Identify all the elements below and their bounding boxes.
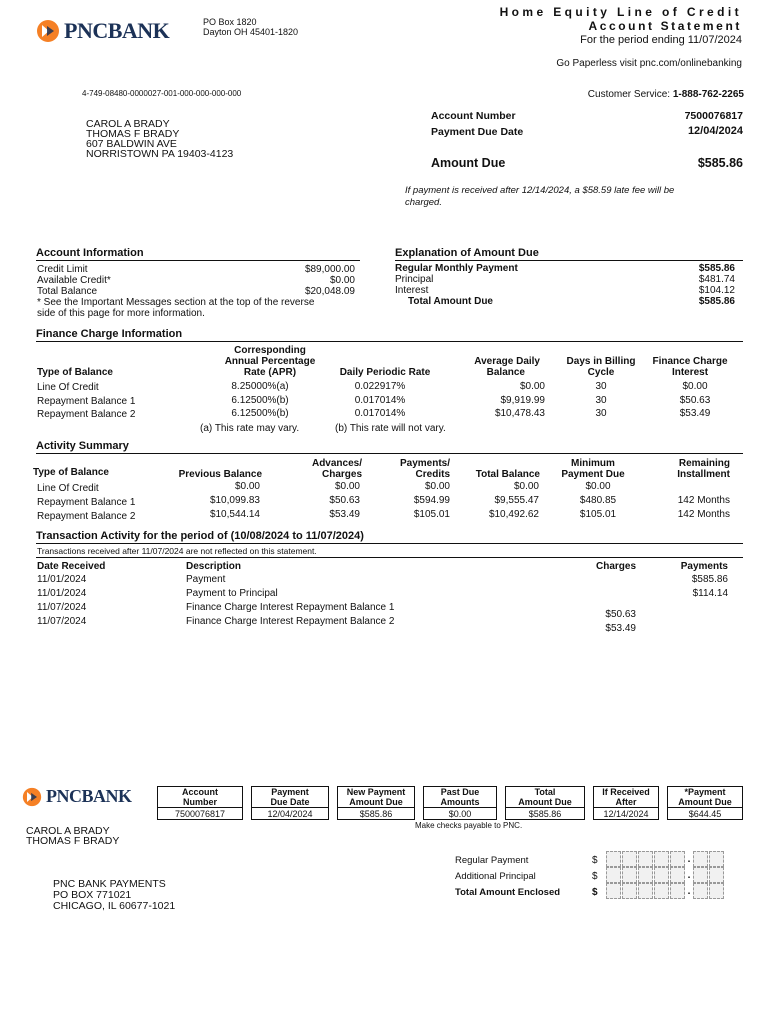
stub-value: $585.86: [338, 808, 415, 820]
stub-header: [158, 787, 243, 808]
transaction-payments: $114.14: [692, 588, 728, 599]
amount-digit-box[interactable]: [654, 851, 669, 867]
apr-header: Annual Percentage: [224, 356, 316, 367]
account-info-label: Available Credit*: [37, 275, 111, 286]
finance-apr: 8.25000%(a): [231, 381, 289, 392]
stub-bank-name: PNCBANK: [46, 786, 132, 806]
activity-total: $10,492.62: [488, 509, 539, 520]
explanation-total-row: [395, 296, 735, 307]
decimal-point: .: [687, 886, 691, 897]
activity-advances: $53.49: [329, 509, 360, 520]
stub-header: [594, 787, 659, 808]
due-date: 12/04/2024: [687, 125, 743, 137]
stub-header: [424, 787, 497, 808]
account-info-row: [37, 286, 355, 297]
activity-type: Line Of Credit: [37, 483, 99, 494]
transaction-date: 11/01/2024: [37, 588, 87, 599]
stub-value: 7500076817: [158, 808, 243, 820]
activity-total: $0.00: [513, 481, 539, 492]
statement-title-line2: Account Statement: [588, 19, 742, 33]
activity-advances: $50.63: [329, 495, 360, 506]
stub-value: $0.00: [424, 808, 497, 820]
finance-apr: 6.12500%(b): [231, 408, 289, 419]
stub-gap: [497, 808, 506, 820]
dpr-header: Daily Periodic Rate: [339, 367, 431, 378]
stub-header-line2: Due Date: [270, 797, 310, 807]
stub-header: [338, 787, 415, 808]
account-info-label: Credit Limit: [37, 264, 88, 275]
activity-advances: $0.00: [334, 481, 360, 492]
stub-header-line2: Amounts: [440, 797, 480, 807]
account-info-note: side of this page for more information.: [37, 308, 205, 319]
stub-customer-names: CAROL A BRADY THOMAS F BRADY: [26, 825, 120, 847]
stub-gap: [243, 787, 252, 808]
amount-digit-box[interactable]: [670, 867, 685, 883]
type-header: Type of Balance: [33, 467, 109, 478]
stub-gap: [329, 787, 338, 808]
days-header: Days in Billing: [566, 356, 636, 367]
customer-service: Customer Service: 1-888-762-2265: [587, 89, 744, 100]
transaction-charges: $53.49: [605, 623, 636, 634]
account-info-value: $20,048.09: [304, 286, 355, 297]
advances-header: Advances/: [311, 458, 362, 469]
pnc-logo-icon: [36, 19, 60, 43]
finance-dpr: 0.022917%: [354, 381, 406, 392]
transaction-description: Finance Charge Interest Repayment Balance 2: [186, 616, 395, 627]
stub-header-line1: Total: [534, 787, 556, 797]
explanation-label: Principal: [395, 274, 434, 285]
account-info-row: [37, 275, 355, 286]
amount-due-label: Amount Due: [431, 156, 506, 170]
amount-digit-box[interactable]: [638, 867, 653, 883]
explanation-label: Regular Monthly Payment: [395, 263, 518, 274]
bank-name: PNCBANK: [64, 18, 170, 43]
transaction-description: Payment: [186, 574, 226, 585]
stub-gap: [585, 787, 594, 808]
pnc-logo: [36, 18, 169, 44]
account-info-value: $89,000.00: [304, 264, 355, 275]
stub-header-line1: If Received: [602, 787, 650, 797]
stub-header-line1: Past Due: [440, 787, 480, 797]
amount-entry-row: [606, 867, 725, 883]
stub-header-line1: New Payment: [346, 787, 406, 797]
amount-digit-box[interactable]: [606, 867, 621, 883]
payments-header: Credits: [415, 469, 450, 480]
statement-title-line1: Home Equity Line of Credit: [499, 5, 742, 19]
explanation-value: $481.74: [698, 274, 735, 285]
explanation-value: $585.86: [698, 263, 735, 274]
statement-period: For the period ending 11/07/2024: [580, 34, 742, 46]
amount-digit-box[interactable]: [709, 851, 724, 867]
amount-digit-box[interactable]: [638, 851, 653, 867]
stub-header-line2: Amount Due: [518, 797, 572, 807]
due-date-label: Payment Due Date: [431, 126, 524, 138]
payments-header: Payments/: [399, 458, 450, 469]
customer-service-phone: 1-888-762-2265: [672, 89, 744, 100]
amount-digit-box[interactable]: [622, 867, 637, 883]
advances-header: Charges: [321, 469, 362, 480]
transaction-payments: $585.86: [691, 574, 728, 585]
fci-header: Finance Charge: [652, 356, 728, 367]
stub-gap: [497, 787, 506, 808]
account-number-label: Account Number: [431, 110, 516, 122]
paperless-notice: Go Paperless visit pnc.com/onlinebanking: [556, 58, 742, 69]
account-info-title: Account Information: [36, 247, 360, 261]
finance-days: 30: [595, 395, 607, 406]
activity-prev: $10,544.14: [209, 509, 260, 520]
apr-header: Corresponding: [234, 345, 306, 356]
finance-apr: 6.12500%(b): [231, 395, 289, 406]
amount-digit-box[interactable]: [622, 883, 637, 899]
account-info-list: [37, 264, 355, 319]
description-header: Description: [186, 561, 242, 572]
stub-value: 12/04/2024: [252, 808, 329, 820]
activity-title: Activity Summary: [36, 440, 743, 454]
stub-header-line2: After: [615, 797, 637, 807]
activity-prev: $10,099.83: [209, 495, 260, 506]
stub-value: 12/14/2024: [594, 808, 659, 820]
currency-symbol: $: [592, 855, 598, 866]
days-header: Cycle: [587, 367, 615, 378]
late-fee-notice: If payment is received after 12/14/2024, a $58.59 late fee will be charged.: [405, 185, 675, 208]
stub-header: [252, 787, 329, 808]
amount-digit-box[interactable]: [709, 867, 724, 883]
finance-title: Finance Charge Information: [36, 328, 743, 342]
transaction-description: Payment to Principal: [186, 588, 278, 599]
explanation-total-value: $585.86: [698, 296, 735, 307]
charges-header: Charges: [595, 561, 636, 572]
transaction-date: 11/07/2024: [37, 602, 87, 613]
amount-digit-box[interactable]: [638, 883, 653, 899]
amount-digit-box[interactable]: [622, 851, 637, 867]
account-number: 7500076817: [684, 110, 743, 122]
stub-gap: [415, 787, 424, 808]
return-address: PO Box 1820 Dayton OH 45401-1820: [203, 17, 299, 37]
explanation-row: [395, 285, 735, 296]
amount-entry-row: [606, 851, 725, 867]
remaining-header: Remaining: [678, 458, 730, 469]
currency-symbol: $: [592, 887, 598, 898]
explanation-list: [395, 263, 735, 307]
finance-interest: $50.63: [679, 395, 711, 406]
activity-remaining: 142 Months: [677, 495, 730, 506]
amount-digit-box[interactable]: [693, 867, 708, 883]
remaining-header: Installment: [677, 469, 730, 480]
finance-interest: $53.49: [679, 408, 711, 419]
apr-header: Rate (APR): [243, 367, 297, 378]
fci-header: Interest: [671, 367, 709, 378]
account-info-label: Total Balance: [37, 286, 98, 297]
stub-header-line2: Amount Due: [678, 797, 732, 807]
activity-prev: $0.00: [234, 481, 260, 492]
activity-type: Repayment Balance 1: [37, 497, 136, 508]
amount-digit-box[interactable]: [709, 883, 724, 899]
amount-digit-box[interactable]: [654, 867, 669, 883]
stub-pnc-logo-icon: [22, 787, 42, 807]
type-header: Type of Balance: [37, 367, 113, 378]
finance-days: 30: [595, 381, 607, 392]
currency-symbol: $: [592, 871, 598, 882]
finance-type: Line Of Credit: [37, 382, 99, 393]
avg-header: Balance: [486, 367, 525, 378]
stub-header: [668, 787, 743, 808]
finance-days: 30: [595, 408, 607, 419]
activity-min: $0.00: [585, 481, 611, 492]
total-enclosed-label: Total Amount Enclosed: [455, 887, 561, 898]
checks-payable-note: Make checks payable to PNC.: [415, 821, 523, 830]
amount-due: $585.86: [697, 156, 743, 170]
stub-header-line1: Account: [182, 787, 218, 797]
amount-digit-box[interactable]: [606, 883, 621, 899]
finance-avg: $10,478.43: [494, 408, 545, 419]
min-header: Minimum: [571, 458, 615, 469]
account-info-value: $0.00: [329, 275, 355, 286]
explanation-row: [395, 263, 735, 274]
explanation-total-label: Total Amount Due: [408, 296, 493, 307]
payments-header: Payments: [680, 561, 728, 572]
amount-digit-box[interactable]: [693, 851, 708, 867]
date-header: Date Received: [37, 561, 106, 572]
finance-type: Repayment Balance 2: [37, 409, 136, 420]
activity-min: $105.01: [579, 509, 617, 520]
prev-header: Previous Balance: [178, 469, 262, 480]
account-info-row: [37, 264, 355, 275]
amount-digit-box[interactable]: [606, 851, 621, 867]
activity-payments: $105.01: [413, 509, 450, 520]
stub-summary-table: [157, 786, 743, 820]
explanation-row: [395, 274, 735, 285]
explanation-title: Explanation of Amount Due: [395, 247, 743, 261]
stub-gap: [659, 787, 668, 808]
activity-min: $480.85: [579, 495, 617, 506]
finance-avg: $9,919.99: [500, 395, 545, 406]
finance-note-a: (a) This rate may vary.: [200, 423, 300, 434]
transaction-date: 11/07/2024: [37, 616, 87, 627]
activity-remaining: 142 Months: [677, 509, 730, 520]
explanation-label: Interest: [395, 285, 429, 296]
activity-payments: $594.99: [413, 495, 450, 506]
finance-type: Repayment Balance 1: [37, 396, 136, 407]
additional-principal-label: Additional Principal: [455, 871, 536, 882]
stub-gap: [243, 808, 252, 820]
transaction-title: Transaction Activity for the period of (10/08/2024 to 11/07/2024): [36, 530, 743, 544]
stub-header-line2: Amount Due: [349, 797, 403, 807]
stub-header-line2: Number: [182, 797, 217, 807]
min-header: Payment Due: [561, 469, 625, 480]
stub-gap: [585, 808, 594, 820]
transaction-description: Finance Charge Interest Repayment Balance 1: [186, 602, 395, 613]
account-info-note: * See the Important Messages section at the top of the reverse: [37, 297, 315, 308]
stub-header-line1: *Payment: [684, 787, 726, 797]
amount-digit-box[interactable]: [693, 883, 708, 899]
amount-entry-row: [606, 883, 725, 899]
total-header: Total Balance: [475, 469, 540, 480]
finance-dpr: 0.017014%: [354, 395, 406, 406]
regular-payment-label: Regular Payment: [455, 855, 529, 866]
stub-header: [506, 787, 585, 808]
stub-value: $585.86: [506, 808, 585, 820]
stub-header-line1: Payment: [271, 787, 309, 797]
activity-total: $9,555.47: [494, 495, 539, 506]
amount-digit-box[interactable]: [670, 883, 685, 899]
finance-avg: $0.00: [519, 381, 545, 392]
transaction-divider: [36, 557, 743, 558]
customer-address: CAROL A BRADY THOMAS F BRADY 607 BALDWIN AVE NORRISTOWN PA 19403-4123: [86, 118, 234, 160]
stub-pnc-logo: [22, 786, 132, 807]
transaction-note: Transactions received after 11/07/2024 are not reflected on this statement.: [37, 546, 317, 556]
stub-gap: [329, 808, 338, 820]
avg-header: Average Daily: [474, 356, 540, 367]
finance-dpr: 0.017014%: [354, 408, 406, 419]
activity-type: Repayment Balance 2: [37, 511, 136, 522]
activity-payments: $0.00: [424, 481, 450, 492]
stub-value: $644.45: [668, 808, 743, 820]
transaction-charges: $50.63: [605, 609, 636, 620]
decimal-point: .: [687, 870, 691, 881]
amount-digit-box[interactable]: [670, 851, 685, 867]
decimal-point: .: [687, 854, 691, 865]
remit-address: PNC BANK PAYMENTS PO BOX 771021 CHICAGO, IL 60677-1021: [53, 878, 176, 912]
barcode-id: 4-749-08480-0000027-001-000-000-000-000: [82, 89, 242, 98]
finance-note-b: (b) This rate will not vary.: [335, 423, 446, 434]
explanation-value: $104.12: [698, 285, 735, 296]
transaction-date: 11/01/2024: [37, 574, 87, 585]
finance-interest: $0.00: [682, 381, 708, 392]
stub-gap: [659, 808, 668, 820]
amount-digit-box[interactable]: [654, 883, 669, 899]
stub-gap: [415, 808, 424, 820]
